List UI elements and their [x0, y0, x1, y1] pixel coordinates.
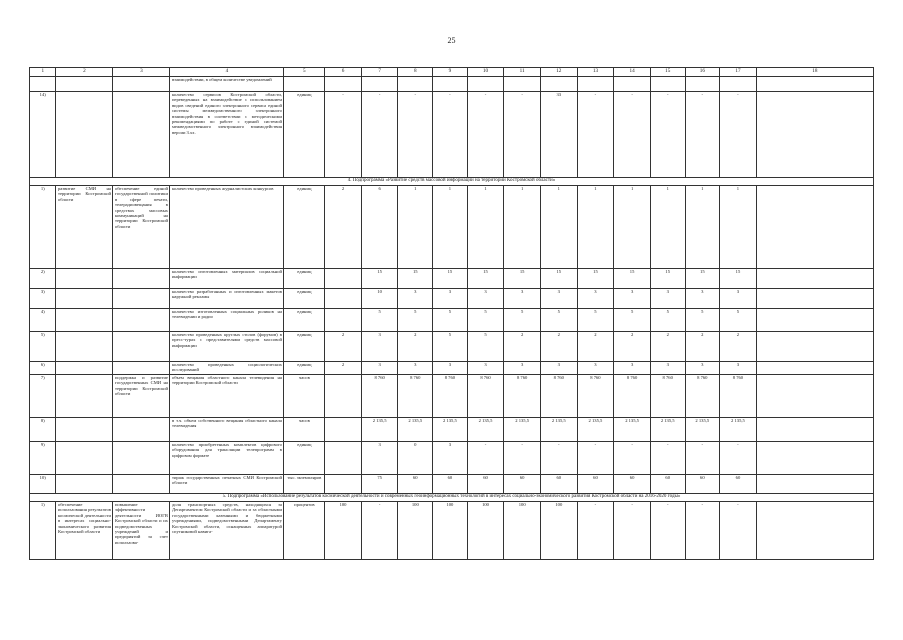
- table-cell: 2 135,5: [540, 418, 577, 442]
- table-cell: 8 760: [433, 375, 468, 418]
- table-cell: 1: [650, 186, 685, 269]
- table-cell: 60: [504, 475, 541, 494]
- table-row: [30, 309, 874, 332]
- table-cell: [756, 269, 873, 289]
- table-cell: 2: [650, 332, 685, 362]
- table-cell: -: [720, 92, 757, 178]
- header-cell: 16: [685, 68, 720, 77]
- table-cell: 9): [30, 442, 56, 475]
- table-cell: 1): [30, 502, 56, 560]
- table-cell: 60: [433, 475, 468, 494]
- table-cell: 100: [467, 502, 504, 560]
- table-cell: -: [685, 442, 720, 475]
- table-cell: [56, 475, 113, 494]
- table-cell: 2 135,5: [433, 418, 468, 442]
- table-cell: количество проведенных круглых столов (форумов) в пресс-турах с представителями средств массовой информации: [170, 332, 284, 362]
- table-row: [30, 77, 874, 92]
- table-cell: 3: [361, 332, 398, 362]
- header-cell: 12: [540, 68, 577, 77]
- table-cell: 1: [685, 186, 720, 269]
- table-row: [30, 475, 874, 494]
- table-row: [30, 502, 874, 560]
- table-cell: взаимодействии, в общем количестве уведомлений: [170, 77, 284, 92]
- table-cell: [756, 92, 873, 178]
- table-cell: 2: [720, 332, 757, 362]
- table-cell: 3: [433, 289, 468, 309]
- table-cell: 5: [361, 309, 398, 332]
- table-cell: количество проведенных социологических исследований: [170, 362, 284, 375]
- header-cell: 7: [361, 68, 398, 77]
- table-cell: [56, 442, 113, 475]
- table-cell: [325, 309, 362, 332]
- table-cell: в т.ч. объем собственного вещания областного канала телевидения: [170, 418, 284, 442]
- table-cell: 3: [540, 362, 577, 375]
- table-cell: [756, 418, 873, 442]
- table-cell: 5: [577, 309, 614, 332]
- header-cell: 3: [113, 68, 170, 77]
- table-cell: 3: [433, 362, 468, 375]
- table-cell: тыс. экземпляров: [284, 475, 325, 494]
- table-cell: количество приобретенных комплектов цифрового оборудования для трансляции телепрограмм в цифровом формате: [170, 442, 284, 475]
- table-cell: 2: [325, 186, 362, 269]
- table-cell: [113, 269, 170, 289]
- table-cell: 100: [540, 502, 577, 560]
- table-cell: 1: [398, 186, 433, 269]
- table-cell: 100: [504, 502, 541, 560]
- table-cell: 8): [30, 418, 56, 442]
- table-cell: -: [467, 92, 504, 178]
- table-cell: -: [650, 502, 685, 560]
- table-cell: 1: [504, 186, 541, 269]
- table-cell: количество изготовленных материалов социальной информации: [170, 269, 284, 289]
- table-cell: 5: [433, 309, 468, 332]
- header-cell: 1: [30, 68, 56, 77]
- header-cell: 18: [756, 68, 873, 77]
- table-cell: -: [361, 502, 398, 560]
- table-cell: [325, 77, 362, 92]
- table-cell: -: [325, 92, 362, 178]
- table-cell: 2 135,5: [361, 418, 398, 442]
- table-cell: -: [720, 502, 757, 560]
- table-cell: количество разработанных и изготовленных макетов наружной рекламы: [170, 289, 284, 309]
- table-cell: единиц: [284, 92, 325, 178]
- table-cell: 5: [685, 309, 720, 332]
- table-cell: [56, 418, 113, 442]
- table-cell: 8 760: [467, 375, 504, 418]
- table-cell: 2 135,5: [504, 418, 541, 442]
- table-cell: 1: [614, 186, 651, 269]
- table-cell: [756, 332, 873, 362]
- table-cell: 3: [685, 289, 720, 309]
- table-cell: -: [504, 442, 541, 475]
- table-cell: -: [614, 502, 651, 560]
- table-cell: 3: [433, 442, 468, 475]
- table-cell: единиц: [284, 362, 325, 375]
- table-cell: 14): [30, 92, 56, 178]
- table-cell: 15: [540, 269, 577, 289]
- table-cell: 5: [614, 309, 651, 332]
- table-row: [30, 289, 874, 309]
- table-cell: [56, 332, 113, 362]
- table-cell: 3: [398, 289, 433, 309]
- table-cell: [56, 92, 113, 178]
- table-cell: 3: [650, 289, 685, 309]
- table-cell: [720, 77, 757, 92]
- table-cell: -: [540, 442, 577, 475]
- table-cell: [30, 77, 56, 92]
- table-cell: 2 135,5: [467, 418, 504, 442]
- header-cell: 5: [284, 68, 325, 77]
- table-cell: повышение эффективности деятельности ИОГВ Костромской области и их подведомственных учреждений и предприятий за счет использова-: [113, 502, 170, 560]
- table-cell: 60: [540, 475, 577, 494]
- table-cell: 5: [504, 309, 541, 332]
- header-row: [30, 68, 874, 77]
- table-cell: 2 135,5: [720, 418, 757, 442]
- table-cell: 6: [361, 186, 398, 269]
- table-cell: [113, 475, 170, 494]
- table-cell: -: [577, 442, 614, 475]
- table-cell: 8 760: [504, 375, 541, 418]
- table-cell: 15: [467, 269, 504, 289]
- table-cell: 2: [325, 362, 362, 375]
- table-cell: [756, 475, 873, 494]
- table-cell: 3: [467, 289, 504, 309]
- table-cell: -: [577, 502, 614, 560]
- table-cell: 3: [577, 289, 614, 309]
- table-cell: -: [650, 92, 685, 178]
- table-cell: 3): [30, 289, 56, 309]
- table-cell: 15: [398, 269, 433, 289]
- table-cell: 60: [614, 475, 651, 494]
- table-row: [30, 418, 874, 442]
- table-cell: [56, 77, 113, 92]
- table-cell: [56, 289, 113, 309]
- table-cell: -: [577, 92, 614, 178]
- table-cell: единиц: [284, 186, 325, 269]
- table-cell: [756, 362, 873, 375]
- table-cell: [540, 77, 577, 92]
- table-cell: 3: [398, 362, 433, 375]
- header-cell: 10: [467, 68, 504, 77]
- table-cell: единиц: [284, 289, 325, 309]
- table-cell: [756, 502, 873, 560]
- table-cell: 3: [614, 362, 651, 375]
- table-cell: [325, 289, 362, 309]
- table-cell: 2: [614, 332, 651, 362]
- table-cell: [113, 92, 170, 178]
- table-cell: 5: [720, 309, 757, 332]
- table-cell: [284, 77, 325, 92]
- header-cell: 9: [433, 68, 468, 77]
- table-cell: [325, 418, 362, 442]
- table-cell: [113, 418, 170, 442]
- table-cell: [756, 309, 873, 332]
- table-cell: 5: [467, 309, 504, 332]
- table-cell: [56, 375, 113, 418]
- header-cell: 4: [170, 68, 284, 77]
- table-cell: [113, 309, 170, 332]
- header-cell: 2: [56, 68, 113, 77]
- table-cell: 2: [685, 332, 720, 362]
- table-cell: тираж государственных печатных СМИ Костромской области: [170, 475, 284, 494]
- table-cell: 1: [467, 186, 504, 269]
- table-cell: 2 135,5: [398, 418, 433, 442]
- table-cell: 2: [540, 332, 577, 362]
- table-cell: [56, 309, 113, 332]
- table-cell: 0: [398, 442, 433, 475]
- table-cell: [113, 289, 170, 309]
- table-cell: 3: [685, 362, 720, 375]
- table-cell: 15: [361, 269, 398, 289]
- header-cell: 13: [577, 68, 614, 77]
- table-cell: 1: [540, 186, 577, 269]
- table-cell: 5: [433, 332, 468, 362]
- table-cell: 33: [540, 92, 577, 178]
- table-cell: 8 760: [398, 375, 433, 418]
- table-cell: 100: [325, 502, 362, 560]
- table-cell: 2 135,5: [614, 418, 651, 442]
- table-cell: 2): [30, 269, 56, 289]
- table-cell: 8 760: [577, 375, 614, 418]
- header-cell: 11: [504, 68, 541, 77]
- table-cell: 60: [650, 475, 685, 494]
- table-cell: -: [433, 92, 468, 178]
- table-cell: 60: [467, 475, 504, 494]
- table-cell: часов: [284, 375, 325, 418]
- table-cell: развитие СМИ на территории Костромской области: [56, 186, 113, 269]
- table-cell: поддержка и развитие государственных СМИ на территории Костромской области: [113, 375, 170, 418]
- table-row: [30, 332, 874, 362]
- section-row: [30, 178, 874, 186]
- table-cell: [113, 77, 170, 92]
- table-cell: [325, 475, 362, 494]
- table-cell: 1: [433, 186, 468, 269]
- table-cell: 60: [577, 475, 614, 494]
- table-cell: единиц: [284, 332, 325, 362]
- table-cell: доля транспортных средств, находящихся за Департаментом Костромской области и за областными государственными казенными и бюджетными учреждениями, подведомственными Департаменту Костромской области, оснащенных аппаратурой спутниковой навига-: [170, 502, 284, 560]
- table-cell: 5: [540, 309, 577, 332]
- table-cell: [756, 375, 873, 418]
- table-cell: 100: [433, 502, 468, 560]
- page-number: 25: [447, 36, 456, 45]
- table-body: [30, 68, 874, 560]
- table-cell: 3: [720, 362, 757, 375]
- table-cell: 10: [361, 289, 398, 309]
- table-cell: единиц: [284, 442, 325, 475]
- table-cell: [361, 77, 398, 92]
- table-cell: 2: [325, 332, 362, 362]
- table-cell: 10): [30, 475, 56, 494]
- table-cell: 6): [30, 362, 56, 375]
- table-row: [30, 442, 874, 475]
- table-cell: 75: [361, 475, 398, 494]
- table-cell: количество проведенных журналистских конкурсов: [170, 186, 284, 269]
- table-cell: 3: [614, 289, 651, 309]
- table-cell: -: [685, 502, 720, 560]
- table-cell: количество изготовленных социальных роликов на телевидении и радио: [170, 309, 284, 332]
- table-cell: 2 135,5: [650, 418, 685, 442]
- table-cell: 8 760: [685, 375, 720, 418]
- table-cell: -: [361, 92, 398, 178]
- table-cell: 8 760: [650, 375, 685, 418]
- table-cell: единиц: [284, 309, 325, 332]
- table-cell: 1): [30, 186, 56, 269]
- table-cell: [56, 269, 113, 289]
- table-cell: 7): [30, 375, 56, 418]
- table-cell: [504, 77, 541, 92]
- table-cell: 4): [30, 309, 56, 332]
- table-cell: [756, 186, 873, 269]
- table-cell: 100: [398, 502, 433, 560]
- table-cell: [56, 362, 113, 375]
- table-cell: [685, 77, 720, 92]
- header-cell: 15: [650, 68, 685, 77]
- section-title: 5. Подпрограмма «Использование результатов космической деятельности и современных геоинформационных технологий в интересах социально-экономического развития Костромской области на 2016-2020 годы»: [30, 494, 874, 502]
- table-cell: 3: [361, 362, 398, 375]
- table-cell: [325, 442, 362, 475]
- table-cell: 3: [650, 362, 685, 375]
- table-cell: -: [720, 442, 757, 475]
- table-cell: [577, 77, 614, 92]
- table-row: [30, 269, 874, 289]
- table-cell: 3: [504, 362, 541, 375]
- table-cell: 15: [614, 269, 651, 289]
- table-cell: [467, 77, 504, 92]
- table-cell: [113, 362, 170, 375]
- table-cell: единиц: [284, 269, 325, 289]
- table-cell: [650, 77, 685, 92]
- table-cell: -: [504, 92, 541, 178]
- table-cell: 15: [650, 269, 685, 289]
- table-cell: [614, 77, 651, 92]
- table-cell: [325, 375, 362, 418]
- section-title: 4. Подпрограмма «Развитие средств массовой информации на территории Костромской области»: [30, 178, 874, 186]
- table-cell: -: [398, 92, 433, 178]
- table-cell: 5: [398, 309, 433, 332]
- table-cell: 15: [433, 269, 468, 289]
- table-cell: [325, 269, 362, 289]
- table-cell: [113, 442, 170, 475]
- table-cell: -: [467, 442, 504, 475]
- table-cell: -: [650, 442, 685, 475]
- table-cell: 60: [685, 475, 720, 494]
- table-cell: -: [614, 442, 651, 475]
- header-cell: 17: [720, 68, 757, 77]
- header-cell: 6: [325, 68, 362, 77]
- table-cell: 2: [504, 332, 541, 362]
- table-cell: процентов: [284, 502, 325, 560]
- table-cell: 8 760: [540, 375, 577, 418]
- table-cell: 15: [577, 269, 614, 289]
- table-cell: 3: [720, 289, 757, 309]
- table-cell: 2 135,5: [577, 418, 614, 442]
- table-cell: -: [685, 92, 720, 178]
- table-cell: 1: [577, 186, 614, 269]
- table-cell: [756, 442, 873, 475]
- table-cell: 3: [361, 442, 398, 475]
- table-cell: [398, 77, 433, 92]
- table-cell: 3: [467, 362, 504, 375]
- table-cell: объем вещания областного канала телевидения на территории Костромской области: [170, 375, 284, 418]
- table-cell: обеспечение единой государственной политики в сфере печати, телерадиовещания в средствах массовых коммуникаций на территории Костромской области: [113, 186, 170, 269]
- table-row: [30, 186, 874, 269]
- indicators-table: [29, 67, 874, 560]
- table-cell: 60: [398, 475, 433, 494]
- table-cell: 8 760: [614, 375, 651, 418]
- table-cell: [433, 77, 468, 92]
- table-cell: 2: [398, 332, 433, 362]
- table-cell: 2: [577, 332, 614, 362]
- table-cell: 3: [540, 289, 577, 309]
- table-row: [30, 92, 874, 178]
- table-row: [30, 375, 874, 418]
- table-cell: обеспечение использования результатов космической деятельности в интересах социально-экономического развития Костромской области: [56, 502, 113, 560]
- table-cell: 3: [577, 362, 614, 375]
- header-cell: 8: [398, 68, 433, 77]
- table-cell: часов: [284, 418, 325, 442]
- table-cell: [756, 289, 873, 309]
- table-cell: 60: [720, 475, 757, 494]
- table-cell: [113, 332, 170, 362]
- table-cell: [756, 77, 873, 92]
- table-cell: 15: [685, 269, 720, 289]
- table-cell: 15: [720, 269, 757, 289]
- table-cell: количество сервисов Костромской области, переведенных на взаимодействие с использованием видов сведений единого электронного сервиса единой системы межведомственного электронного взаимодействия в соответствии с методическими рекомендациями по работе с единой системой межведомственного электронного взаимодействия версии 3.хх.: [170, 92, 284, 178]
- table-cell: 5): [30, 332, 56, 362]
- table-cell: 3: [504, 289, 541, 309]
- table-cell: 5: [650, 309, 685, 332]
- table-cell: 1: [720, 186, 757, 269]
- section-row: [30, 494, 874, 502]
- table-cell: 8 760: [361, 375, 398, 418]
- table-cell: 8 760: [720, 375, 757, 418]
- table-cell: 2 135,5: [685, 418, 720, 442]
- table-cell: 5: [467, 332, 504, 362]
- header-cell: 14: [614, 68, 651, 77]
- table-cell: -: [614, 92, 651, 178]
- table-cell: 15: [504, 269, 541, 289]
- table-row: [30, 362, 874, 375]
